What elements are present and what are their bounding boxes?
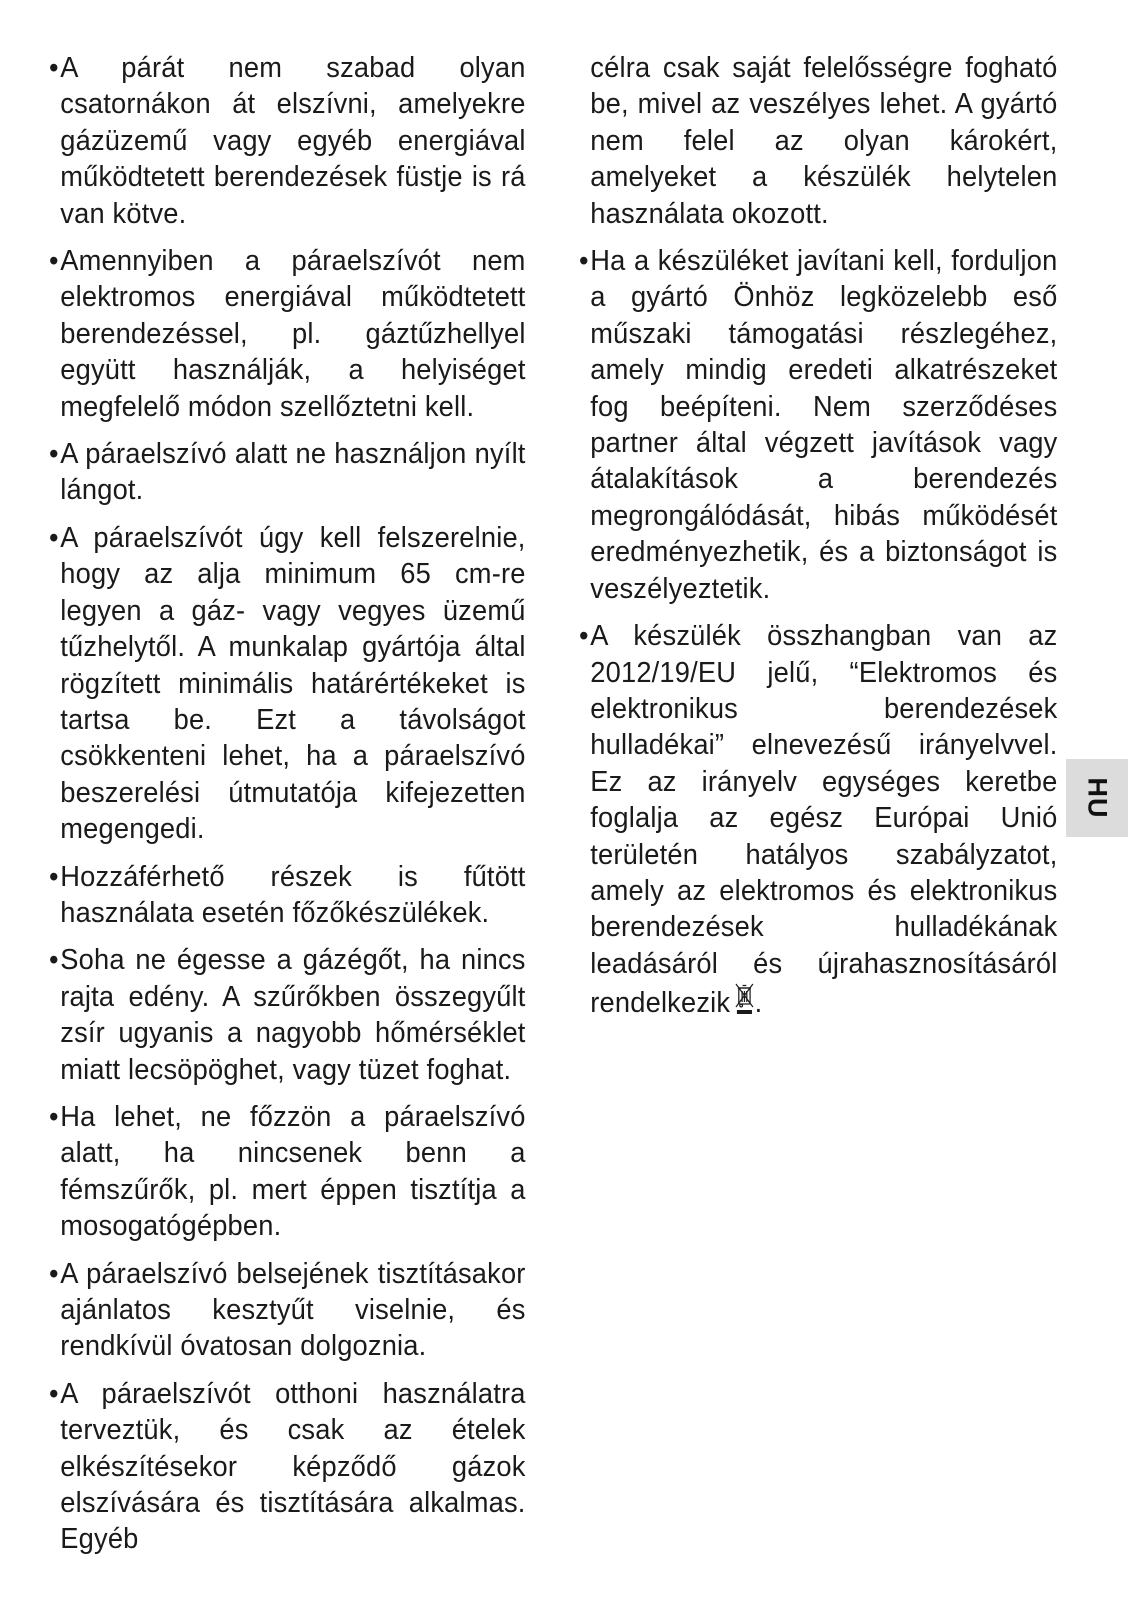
- bullet-text: Amennyiben a páraelszívót nem elektromos energiával működtetett berendezéssel, pl. gáztűzhellyel együtt használják, a helyiséget megfelelő módon szellőztetni kell.: [60, 245, 526, 423]
- bullet-text: Ha lehet, ne főzzön a páraelszívó alatt, ha nincsenek benn a fémszűrők, pl. mert éppen tisztítja a mosogatógépben.: [60, 1100, 526, 1243]
- final-period: .: [754, 987, 763, 1020]
- language-tab-label: HU: [1082, 777, 1113, 819]
- bullet-text: A készülék összhangban van az 2012/19/EU jelű, “Elektromos és elektronikus berendezések hulladékai” elnevezésű irányelvvel. Ez az irányelv egységes keretbe foglalja az egész Európai Unió területén hatályos szabályzatot, amely az elektromos és elektronikus berendezések hulladékának leadásáról és újrahasznosításáról rendelkezik: [590, 620, 1058, 1020]
- bullet-text: A páraelszívót úgy kell felszerelnie, hogy az alja minimum 65 cm-re legyen a gáz- vagy vegyes üzemű tűzhelytől. A munkalap gyártója által rögzített minimális határértékeket is tartsa be. Ezt a távolságot csökkenteni lehet, ha a páraelszívó beszerelési útmutatója kifejezetten megengedi.: [60, 521, 526, 846]
- right-column: [579, 50, 1057, 1037]
- bullet-item: • Soha ne égesse a gázégőt, ha nincs rajta edény. A szűrőkben összegyűlt zsír ugyanis a nagyobb hőmérséklet miatt lecsöpöghet, vagy tüzet foghat.: [49, 944, 526, 1086]
- bullet-item: • A páraelszívó alatt ne használjon nyílt lángot.: [49, 438, 526, 507]
- crossed-out-wheelie-bin-icon: [734, 982, 755, 1025]
- bullet-item: • Ha a készüléket javítani kell, forduljon a gyártó Önhöz legközelebb eső műszaki támogatási részlegéhez, amely mindig eredeti alkatrészeket fog beépíteni. Nem szerződéses partner által végzett javítások vagy átalakítások a berendezés megrongálódását, hibás működését eredményezhetik, és a biztonságot is veszélyeztetik.: [579, 245, 1058, 605]
- bullet-text: Soha ne égesse a gázégőt, ha nincs rajta edény. A szűrőkben összegyűlt zsír ugyanis a nagyobb hőmérséklet miatt lecsöpöghet, vagy tüzet foghat.: [60, 944, 526, 1086]
- bullet-item: • Amennyiben a páraelszívót nem elektromos energiával működtetett berendezéssel, pl. gáztűzhellyel együtt használják, a helyiséget megfelelő módon szellőztetni kell.: [49, 245, 526, 423]
- bullet-text: A páraelszívó belsejének tisztításakor ajánlatos kesztyűt viselnie, és rendkívül óvatosan dolgoznia.: [60, 1257, 526, 1363]
- bullet-item: • Ha lehet, ne főzzön a páraelszívó alatt, ha nincsenek benn a fémszűrők, pl. mert éppen tisztítja a mosogatógépben.: [49, 1100, 526, 1243]
- bullet-item: • A páraelszívó belsejének tisztításakor ajánlatos kesztyűt viselnie, és rendkívül óvatosan dolgoznia.: [49, 1257, 526, 1363]
- bullet-item: • Hozzáférhető részek is fűtött használata esetén főzőkészülékek.: [49, 860, 526, 929]
- bullet-text: A párát nem szabad olyan csatornákon át elszívni, amelyekre gázüzemű vagy egyéb energiával működtetett berendezések füstje is rá van kötve.: [60, 52, 526, 230]
- bullet-item: • A páraelszívót úgy kell felszerelnie, hogy az alja minimum 65 cm-re legyen a gáz- vagy vegyes üzemű tűzhelytől. A munkalap gyártója által rögzített minimális határértékeket is tartsa be. Ezt a távolságot csökkenteni lehet, ha a páraelszívó beszerelési útmutatója kifejezetten megengedi.: [49, 521, 526, 846]
- continuation-paragraph: [579, 50, 1057, 232]
- bullet-text: Hozzáférhető részek is fűtött használata esetén főzőkészülékek.: [60, 860, 526, 929]
- continuation-text: célra csak saját felelősségre fogható be, mivel az veszélyes lehet. A gyártó nem felel az olyan károkért, amelyeket a készülék helytelen használata okozott.: [590, 52, 1058, 230]
- bullet-text: Ha a készüléket javítani kell, forduljon a gyártó Önhöz legközelebb eső műszaki támogatási részlegéhez, amely mindig eredeti alkatrészeket fog beépíteni. Nem szerződéses partner által végzett javítások vagy átalakítások a berendezés megrongálódását, hibás működését eredményezhetik, és a biztonságot is veszélyeztetik.: [590, 245, 1058, 605]
- language-tab: [1066, 759, 1128, 837]
- bullet-item: • A párát nem szabad olyan csatornákon át elszívni, amelyekre gázüzemű vagy egyéb energiával működtetett berendezések füstje is rá van kötve.: [49, 52, 526, 230]
- bullet-text: A páraelszívó alatt ne használjon nyílt lángot.: [60, 438, 526, 507]
- bullet-item: • A páraelszívót otthoni használatra terveztük, és csak az ételek elkészítésekor képződő gázok elszívására és tisztítására alkalmas. Egyéb: [49, 1377, 526, 1556]
- bullet-item: • A készülék összhangban van az 2012/19/EU jelű, “Elektromos és elektronikus berendezések hulladékai” elnevezésű irányelvvel. Ez az irányelv egységes keretbe foglalja az egész Európai Unió területén hatályos szabályzatot, amely az elektromos és elektronikus berendezések hulladékának leadásáról és újrahasznosításáról rendelkezik .: [579, 618, 1057, 1025]
- left-column: [49, 50, 526, 1569]
- bullet-text: A páraelszívót otthoni használatra terveztük, és csak az ételek elkészítésekor képződő gázok elszívására és tisztítására alkalmas. Egyéb: [60, 1377, 526, 1556]
